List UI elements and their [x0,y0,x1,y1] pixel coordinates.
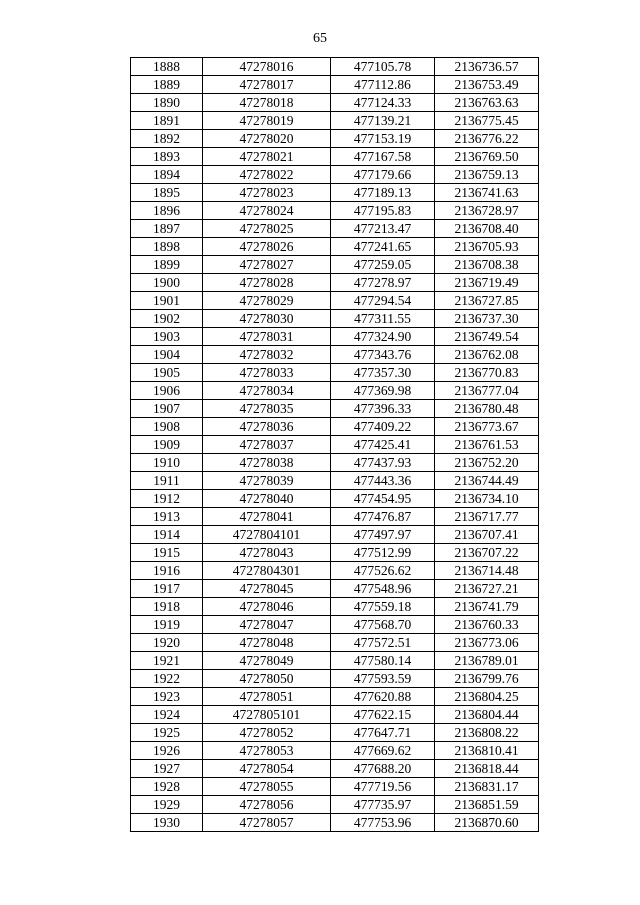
table-row [131,58,539,76]
point-id-cell: 47278021 [203,148,331,166]
table-row [131,670,539,688]
table-row [131,148,539,166]
row-index-cell: 1927 [131,760,203,778]
x-coordinate-cell: 477620.88 [331,688,435,706]
point-id-cell: 47278037 [203,436,331,454]
y-coordinate-cell: 2136705.93 [435,238,539,256]
table-row [131,328,539,346]
table-row [131,292,539,310]
y-coordinate-cell: 2136773.67 [435,418,539,436]
row-index-cell: 1928 [131,778,203,796]
point-id-cell: 47278029 [203,292,331,310]
x-coordinate-cell: 477593.59 [331,670,435,688]
point-id-cell: 47278048 [203,634,331,652]
point-id-cell: 47278026 [203,238,331,256]
row-index-cell: 1905 [131,364,203,382]
row-index-cell: 1924 [131,706,203,724]
y-coordinate-cell: 2136804.25 [435,688,539,706]
table-row [131,400,539,418]
x-coordinate-cell: 477647.71 [331,724,435,742]
x-coordinate-cell: 477105.78 [331,58,435,76]
point-id-cell: 4727804101 [203,526,331,544]
point-id-cell: 4727804301 [203,562,331,580]
x-coordinate-cell: 477139.21 [331,112,435,130]
point-id-cell: 47278046 [203,598,331,616]
y-coordinate-cell: 2136773.06 [435,634,539,652]
point-id-cell: 47278040 [203,490,331,508]
table-row [131,688,539,706]
row-index-cell: 1917 [131,580,203,598]
point-id-cell: 47278038 [203,454,331,472]
point-id-cell: 47278041 [203,508,331,526]
row-index-cell: 1908 [131,418,203,436]
table-row [131,130,539,148]
table-row [131,598,539,616]
point-id-cell: 47278032 [203,346,331,364]
row-index-cell: 1926 [131,742,203,760]
point-id-cell: 47278047 [203,616,331,634]
table-row [131,256,539,274]
point-id-cell: 47278023 [203,184,331,202]
x-coordinate-cell: 477343.76 [331,346,435,364]
y-coordinate-cell: 2136769.50 [435,148,539,166]
point-id-cell: 47278022 [203,166,331,184]
x-coordinate-cell: 477735.97 [331,796,435,814]
row-index-cell: 1899 [131,256,203,274]
y-coordinate-cell: 2136708.40 [435,220,539,238]
point-id-cell: 47278036 [203,418,331,436]
y-coordinate-cell: 2136714.48 [435,562,539,580]
table-row [131,238,539,256]
table-row [131,364,539,382]
row-index-cell: 1903 [131,328,203,346]
table-row [131,184,539,202]
x-coordinate-cell: 477179.66 [331,166,435,184]
y-coordinate-cell: 2136799.76 [435,670,539,688]
row-index-cell: 1889 [131,76,203,94]
y-coordinate-cell: 2136734.10 [435,490,539,508]
y-coordinate-cell: 2136770.83 [435,364,539,382]
x-coordinate-cell: 477124.33 [331,94,435,112]
x-coordinate-cell: 477559.18 [331,598,435,616]
x-coordinate-cell: 477688.20 [331,760,435,778]
y-coordinate-cell: 2136752.20 [435,454,539,472]
table-row [131,94,539,112]
y-coordinate-cell: 2136776.22 [435,130,539,148]
table-row [131,112,539,130]
table-row [131,526,539,544]
row-index-cell: 1896 [131,202,203,220]
x-coordinate-cell: 477437.93 [331,454,435,472]
x-coordinate-cell: 477189.13 [331,184,435,202]
y-coordinate-cell: 2136818.44 [435,760,539,778]
row-index-cell: 1929 [131,796,203,814]
table-row [131,220,539,238]
table-row [131,346,539,364]
x-coordinate-cell: 477294.54 [331,292,435,310]
coordinates-table [130,57,539,832]
point-id-cell: 47278043 [203,544,331,562]
x-coordinate-cell: 477396.33 [331,400,435,418]
x-coordinate-cell: 477112.86 [331,76,435,94]
row-index-cell: 1921 [131,652,203,670]
y-coordinate-cell: 2136810.41 [435,742,539,760]
point-id-cell: 47278031 [203,328,331,346]
x-coordinate-cell: 477409.22 [331,418,435,436]
coordinates-table-body [131,58,539,832]
x-coordinate-cell: 477719.56 [331,778,435,796]
point-id-cell: 47278034 [203,382,331,400]
table-row [131,472,539,490]
y-coordinate-cell: 2136777.04 [435,382,539,400]
y-coordinate-cell: 2136804.44 [435,706,539,724]
point-id-cell: 47278055 [203,778,331,796]
x-coordinate-cell: 477357.30 [331,364,435,382]
row-index-cell: 1919 [131,616,203,634]
y-coordinate-cell: 2136707.41 [435,526,539,544]
y-coordinate-cell: 2136851.59 [435,796,539,814]
table-row [131,454,539,472]
row-index-cell: 1890 [131,94,203,112]
table-row [131,418,539,436]
x-coordinate-cell: 477153.19 [331,130,435,148]
point-id-cell: 47278049 [203,652,331,670]
point-id-cell: 47278030 [203,310,331,328]
table-row [131,616,539,634]
y-coordinate-cell: 2136870.60 [435,814,539,832]
y-coordinate-cell: 2136736.57 [435,58,539,76]
row-index-cell: 1891 [131,112,203,130]
y-coordinate-cell: 2136760.33 [435,616,539,634]
row-index-cell: 1923 [131,688,203,706]
table-row [131,310,539,328]
y-coordinate-cell: 2136759.13 [435,166,539,184]
x-coordinate-cell: 477622.15 [331,706,435,724]
y-coordinate-cell: 2136749.54 [435,328,539,346]
y-coordinate-cell: 2136727.21 [435,580,539,598]
x-coordinate-cell: 477278.97 [331,274,435,292]
table-row [131,814,539,832]
y-coordinate-cell: 2136717.77 [435,508,539,526]
point-id-cell: 47278033 [203,364,331,382]
x-coordinate-cell: 477476.87 [331,508,435,526]
table-row [131,760,539,778]
x-coordinate-cell: 477753.96 [331,814,435,832]
row-index-cell: 1894 [131,166,203,184]
row-index-cell: 1907 [131,400,203,418]
point-id-cell: 47278017 [203,76,331,94]
row-index-cell: 1892 [131,130,203,148]
table-row [131,76,539,94]
row-index-cell: 1900 [131,274,203,292]
row-index-cell: 1888 [131,58,203,76]
x-coordinate-cell: 477443.36 [331,472,435,490]
point-id-cell: 47278050 [203,670,331,688]
row-index-cell: 1898 [131,238,203,256]
x-coordinate-cell: 477512.99 [331,544,435,562]
point-id-cell: 47278027 [203,256,331,274]
x-coordinate-cell: 477311.55 [331,310,435,328]
page-number: 65 [313,31,327,46]
y-coordinate-cell: 2136719.49 [435,274,539,292]
point-id-cell: 47278056 [203,796,331,814]
table-row [131,382,539,400]
x-coordinate-cell: 477669.62 [331,742,435,760]
x-coordinate-cell: 477526.62 [331,562,435,580]
point-id-cell: 47278052 [203,724,331,742]
x-coordinate-cell: 477195.83 [331,202,435,220]
table-row [131,742,539,760]
x-coordinate-cell: 477548.96 [331,580,435,598]
point-id-cell: 47278035 [203,400,331,418]
y-coordinate-cell: 2136831.17 [435,778,539,796]
table-row [131,724,539,742]
row-index-cell: 1920 [131,634,203,652]
point-id-cell: 47278054 [203,760,331,778]
x-coordinate-cell: 477369.98 [331,382,435,400]
x-coordinate-cell: 477259.05 [331,256,435,274]
table-row [131,580,539,598]
table-row [131,490,539,508]
row-index-cell: 1906 [131,382,203,400]
point-id-cell: 47278039 [203,472,331,490]
y-coordinate-cell: 2136763.63 [435,94,539,112]
coordinates-table-container [130,57,539,832]
y-coordinate-cell: 2136762.08 [435,346,539,364]
point-id-cell: 47278019 [203,112,331,130]
y-coordinate-cell: 2136808.22 [435,724,539,742]
y-coordinate-cell: 2136744.49 [435,472,539,490]
point-id-cell: 4727805101 [203,706,331,724]
y-coordinate-cell: 2136727.85 [435,292,539,310]
x-coordinate-cell: 477213.47 [331,220,435,238]
y-coordinate-cell: 2136775.45 [435,112,539,130]
table-row [131,778,539,796]
row-index-cell: 1916 [131,562,203,580]
x-coordinate-cell: 477241.65 [331,238,435,256]
row-index-cell: 1911 [131,472,203,490]
y-coordinate-cell: 2136707.22 [435,544,539,562]
x-coordinate-cell: 477568.70 [331,616,435,634]
row-index-cell: 1913 [131,508,203,526]
row-index-cell: 1925 [131,724,203,742]
table-row [131,796,539,814]
x-coordinate-cell: 477324.90 [331,328,435,346]
row-index-cell: 1909 [131,436,203,454]
point-id-cell: 47278020 [203,130,331,148]
y-coordinate-cell: 2136741.63 [435,184,539,202]
table-row [131,652,539,670]
x-coordinate-cell: 477425.41 [331,436,435,454]
row-index-cell: 1902 [131,310,203,328]
point-id-cell: 47278024 [203,202,331,220]
x-coordinate-cell: 477167.58 [331,148,435,166]
row-index-cell: 1915 [131,544,203,562]
row-index-cell: 1930 [131,814,203,832]
row-index-cell: 1901 [131,292,203,310]
row-index-cell: 1922 [131,670,203,688]
y-coordinate-cell: 2136761.53 [435,436,539,454]
y-coordinate-cell: 2136789.01 [435,652,539,670]
table-row [131,544,539,562]
row-index-cell: 1897 [131,220,203,238]
row-index-cell: 1904 [131,346,203,364]
table-row [131,706,539,724]
point-id-cell: 47278053 [203,742,331,760]
row-index-cell: 1895 [131,184,203,202]
x-coordinate-cell: 477454.95 [331,490,435,508]
table-row [131,562,539,580]
row-index-cell: 1912 [131,490,203,508]
row-index-cell: 1910 [131,454,203,472]
point-id-cell: 47278051 [203,688,331,706]
table-row [131,634,539,652]
y-coordinate-cell: 2136741.79 [435,598,539,616]
point-id-cell: 47278028 [203,274,331,292]
table-row [131,508,539,526]
row-index-cell: 1918 [131,598,203,616]
y-coordinate-cell: 2136737.30 [435,310,539,328]
point-id-cell: 47278057 [203,814,331,832]
row-index-cell: 1893 [131,148,203,166]
point-id-cell: 47278045 [203,580,331,598]
y-coordinate-cell: 2136753.49 [435,76,539,94]
row-index-cell: 1914 [131,526,203,544]
table-row [131,274,539,292]
point-id-cell: 47278025 [203,220,331,238]
point-id-cell: 47278016 [203,58,331,76]
table-row [131,166,539,184]
table-row [131,202,539,220]
x-coordinate-cell: 477497.97 [331,526,435,544]
x-coordinate-cell: 477572.51 [331,634,435,652]
point-id-cell: 47278018 [203,94,331,112]
y-coordinate-cell: 2136708.38 [435,256,539,274]
table-row [131,436,539,454]
y-coordinate-cell: 2136728.97 [435,202,539,220]
y-coordinate-cell: 2136780.48 [435,400,539,418]
x-coordinate-cell: 477580.14 [331,652,435,670]
